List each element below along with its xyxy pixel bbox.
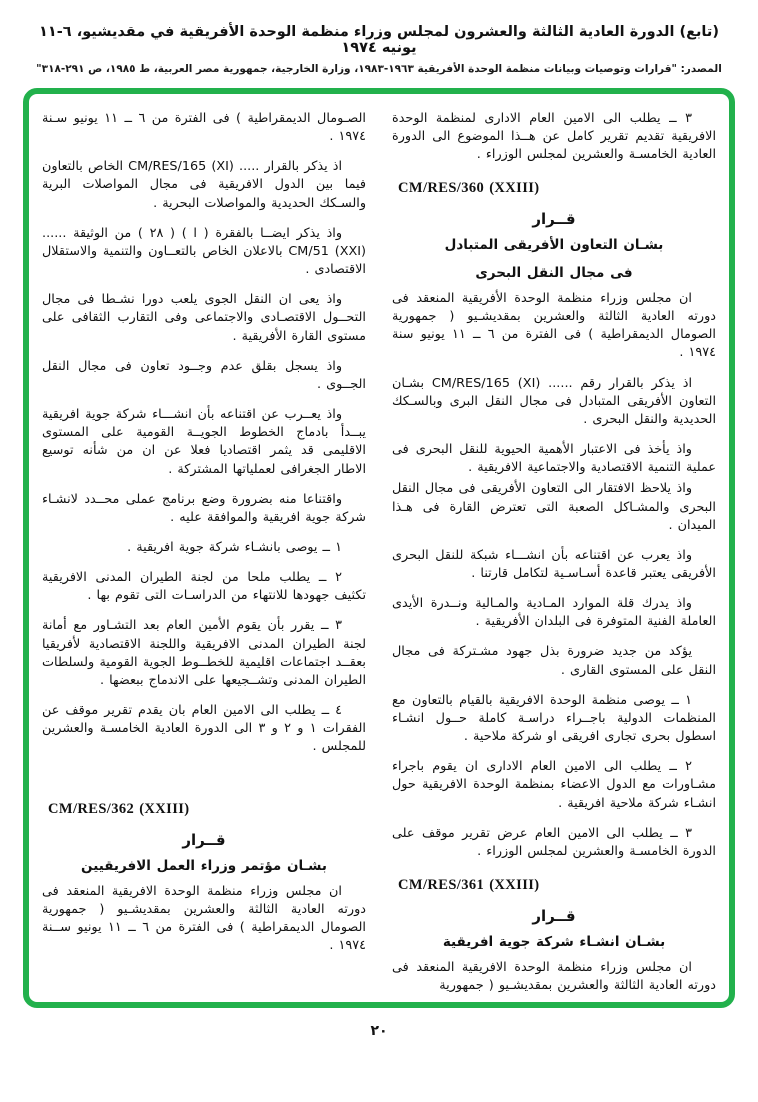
resolution-paragraph: ٢ ــ يطلب ملحا من لجنة الطيران المدنى الافريقية تكثيف جهودها للانتهاء من الدراسـات التى تقوم بها . bbox=[42, 570, 366, 604]
resolution-subject: بشـان انشـاء شركة جوية افريقية bbox=[442, 934, 666, 951]
resolution-paragraph: واذ يلاحظ الافتقار الى التعاون الأفريقى فى مجال النقل البحرى والمشـاكل الصعبة التى تعترض القارة فى هـذا الميدان . bbox=[392, 481, 716, 533]
resolution-number: CM/RES/360 (XXIII) bbox=[398, 180, 540, 197]
resolution-paragraph: واذ يعــرب عن اقتناعه بأن انشـــاء شركة جوية افريقية يبــدأ بادماج الخطوط الجويــة القومية على المستوى الاقليمى قد يثمر اقتصاديا فعلا عن ان من شأنه توسيع الاطار الجغرافى لعملياتها المشتركة . bbox=[42, 407, 366, 477]
resolution-paragraph: ان مجلس وزراء منظمة الوحدة الافريقية المنعقد فى دورته العادية الثالثة والعشرين بمقديشـيو ( جمهورية الصومال الديمقراطية ) فى الفترة من ٦ ــ ١١ يونيو ســنة ١٩٧٤ . bbox=[42, 883, 366, 954]
resolution-subject: فى مجال النقل البحرى bbox=[475, 264, 633, 281]
resolution-paragraph: ٣ ــ يطلب الى الامين العام الادارى لمنظمة الوحدة الافريقية تقديم تقرير كامل عن هــذا الموضوع الى الدورة العادية الخامسـة والعشرين لمجلس الوزراء . bbox=[392, 111, 716, 163]
resolution-paragraph: واذ يدرك قلة الموارد المـادية والمـالية ونــدرة الأيدى العاملة الفنية المتوفرة فى البلدان الأفريقية . bbox=[392, 596, 716, 630]
resolution-paragraph: واقتناعا منه بضرورة وضع برنامج عملى محــدد لانشـاء شركة جوية افريقية والموافقة عليه . bbox=[42, 491, 366, 525]
resolution-paragraph: ١ ــ يوصى منظمة الوحدة الافريقية بالقيام بالتعاون مع المنظمات الدولية باجــراء دراسـة كاملة حــول انشـاء اسطول بحرى تجارى افريقى او شركة ملاحية . bbox=[392, 692, 716, 745]
resolution-heading: قــرار bbox=[532, 210, 576, 229]
source-citation: المصدر: "قرارات وتوصيات وبيانات منظمة الوحدة الأفريقية ١٩٦٣-١٩٨٣، وزارة الخارجية، جمهورية مصر العربية، ط ١٩٨٥، ص ٢٩١-٣١٨" bbox=[36, 63, 722, 75]
session-title: (تابع) الدورة العادية الثالثة والعشرون لمجلس وزراء منظمة الوحدة الأفريقية في مقديشيو، ٦-١١ يونيه ١٩٧٤ bbox=[39, 24, 719, 56]
document-columns bbox=[42, 110, 716, 992]
resolution-heading: قــرار bbox=[182, 830, 226, 849]
resolution-paragraph: ٤ ــ يطلب الى الامين العام بان يقدم تقرير موقف عن الفقرات ١ و ٢ و ٣ الى الدورة العادية الخامسـة والعشرين للمجلس . bbox=[42, 703, 366, 755]
resolution-heading: قــرار bbox=[532, 907, 576, 926]
column-left bbox=[42, 110, 366, 992]
resolution-number: CM/RES/361 (XXIII) bbox=[398, 877, 540, 894]
resolution-paragraph: واذ يعى ان النقل الجوى يلعب دورا نشـطا فى مجال التحــول الاقتصـادى والاجتماعى وفى التقارب الثقافى على مستوى القارة الأفريقية . bbox=[42, 292, 366, 344]
resolution-number: CM/RES/362 (XXIII) bbox=[48, 800, 190, 817]
resolution-paragraph: يؤكد من جديد ضرورة بذل جهود مشـتركة فى مجال النقل على المستوى القارى . bbox=[392, 644, 716, 678]
resolution-paragraph: ٣ ــ يطلب الى الامين العام عرض تقرير موقف على الدورة الخامسـة والعشرين لمجلس الوزراء . bbox=[392, 825, 716, 859]
resolution-paragraph: اذ يذكر بالقرار ..... CM/RES/165 (XI) الخاص بالتعاون فيما بين الدول الافريقية فى مجال المواصلات البرية والسـكك الحديدية والمواصلات البحرية . bbox=[42, 159, 366, 211]
resolution-paragraph: اذ يذكر بالقرار رقم ...... CM/RES/165 (XI) بشـان التعاون الأفريقى المتبادل فى مجال النقل البرى وبالسـكك الحديدية والنقل البحرى . bbox=[392, 375, 716, 427]
resolution-paragraph: ان مجلس وزراء منظمة الوحدة الافريقية المنعقد فى دورته العادية الثالثة والعشرين بمقديشـيو ( جمهورية bbox=[392, 960, 716, 994]
resolution-paragraph: ١ ــ يوصى بانشـاء شركة جوية افريقية . bbox=[127, 539, 342, 555]
resolution-paragraph: ٣ ــ يقرر بأن يقوم الأمين العام بعد التشـاور مع أمانة لجنة الطيران المدنى الافريقية واللجنة الاقتصادية لأفريقيا بعقــد اجتماعات اقليمية للخطــوط الجوية القومية ولسلطات الطيران المدنى وتشــجيعها على الاندماج ببعضها . bbox=[42, 618, 366, 688]
resolution-paragraph: واذ يذكر ايضــا بالفقرة ( ا ) ( ٢٨ ) من الوثيقة ...... CM/51 (XXI) بالاعلان الخاص بالتعــاون والتنمية والاستقلال الاقتصادى . bbox=[42, 225, 366, 278]
resolution-paragraph: واذ يعرب عن اقتناعه بأن انشـــاء شبكة للنقل البحرى الأفريقى يعتبر قاعدة أسـاسـية لتكامل قارتنا . bbox=[392, 547, 716, 581]
page-header bbox=[0, 24, 758, 75]
resolution-subject: بشـان التعاون الأفريقى المتبادل bbox=[444, 237, 664, 254]
column-right bbox=[392, 110, 716, 992]
resolution-paragraph: الصـومال الديمقراطية ) فى الفترة من ٦ ــ ١١ يونيو سـنة ١٩٧٤ . bbox=[42, 111, 366, 145]
resolution-paragraph: ٢ ــ يطلب الى الامين العام الادارى ان يقوم باجراء مشـاورات مع الدول الاعضاء بمنظمة الوحدة الافريقية حول انشـاء شركة ملاحية افريقية . bbox=[392, 759, 716, 811]
document-frame bbox=[23, 88, 735, 1008]
page-number: ٢٠ bbox=[370, 1023, 388, 1039]
resolution-subject: بشـان مؤتمر وزراء العمل الافريقيين bbox=[81, 857, 327, 874]
resolution-paragraph: واذ يسجل بقلق عدم وجــود تعاون فى مجال النقل الجــوى . bbox=[42, 358, 366, 392]
resolution-paragraph: ان مجلس وزراء منظمة الوحدة الأفريقية المنعقد فى دورته العادية الثالثة والعشرين بمقديشـيو ( جمهورية الصومال الديمقراطية ) فى الفترة من ٦ ــ ١١ يونيو سنة ١٩٧٤ . bbox=[392, 290, 716, 361]
resolution-paragraph: واذ يأخذ فى الاعتبار الأهمية الحيوية للنقل البحرى فى عملية التنمية الاقتصادية والاجتماعية الافريقية . bbox=[392, 442, 716, 476]
